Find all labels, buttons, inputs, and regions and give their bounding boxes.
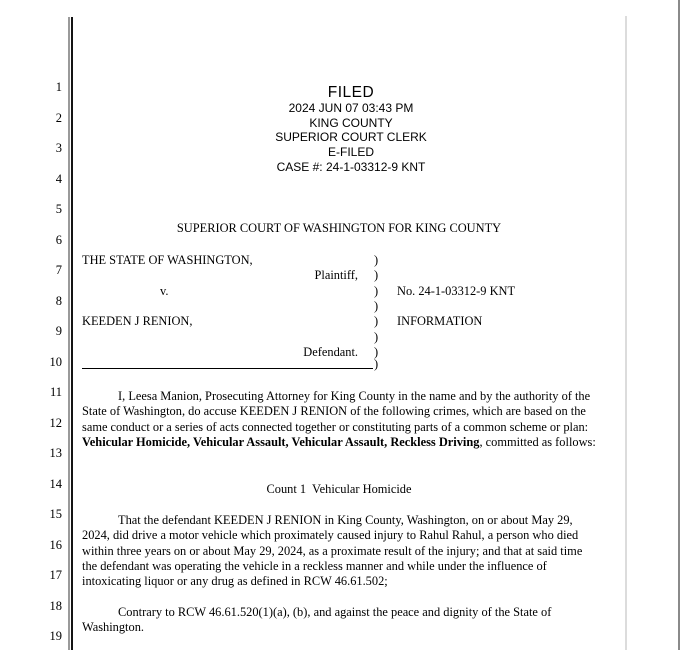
stamp-case-number: CASE #: 24-1-03312-9 KNT [276,160,426,174]
accusation-text-before: I, Leesa Manion, Prosecuting Attorney for King County in the name and by the authority of the State of Washington, do accuse KEEDEN J RENION of the following crimes, which are based on the same conduct or a series of acts connected together or constituting parts of a common scheme or plan: [82,389,591,434]
caption-paren: ) [374,284,379,298]
court-title: SUPERIOR COURT OF WASHINGTON FOR KING COUNTY [176,221,502,235]
line-number: 18 [49,598,62,613]
caption-paren: ) [374,299,379,313]
line-number: 19 [49,629,62,643]
accusation-text-after: , committed as follows: [479,434,596,449]
versus-label: v. [160,284,169,298]
caption-row [82,330,596,346]
caption-paren: ) [374,268,379,282]
line-number: 14 [49,476,62,491]
line-number: 16 [49,537,62,552]
caption-paren: ) [374,330,379,344]
line-number: 5 [55,202,62,216]
stamp-filed-text: FILED [327,84,375,101]
efiling-stamp [171,84,531,175]
right-margin-rule [625,16,627,650]
line-number: 2 [55,110,62,125]
line-number: 10 [49,354,62,369]
caption-paren: ) [374,314,379,328]
caption-row [82,314,596,330]
document-title: INFORMATION [397,314,483,328]
charges-bold-list: Vehicular Homicide, Vehicular Assault, Vehicular Assault, Reckless Driving [82,434,480,449]
caption-paren: ) [374,345,379,359]
line-number: 3 [55,141,62,155]
line-number: 13 [49,446,62,460]
caption-underline [82,368,373,369]
plaintiff-label: Plaintiff, [314,268,358,282]
line-number: 15 [49,507,62,521]
stamp-datetime: 2024 JUN 07 03:43 PM [288,101,414,115]
line-number: 8 [55,293,62,308]
case-number: No. 24-1-03312-9 KNT [397,284,516,298]
stamp-county: KING COUNTY [309,115,393,130]
caption-paren: ) [374,357,379,371]
line-number: 12 [49,415,62,430]
plaintiff-name: THE STATE OF WASHINGTON, [82,253,253,267]
caption-row [82,253,596,269]
line-number: 4 [55,171,62,186]
caption-paren: ) [374,253,379,267]
defendant-name: KEEDEN J RENION, [82,314,193,328]
contrary-to-paragraph: Contrary to RCW 46.61.520(1)(a), (b), and against the peace and dignity of the State of Washington. [82,605,552,635]
stamp-clerk: SUPERIOR COURT CLERK [275,130,427,144]
accusation-paragraph [82,389,596,450]
line-number: 9 [55,324,62,338]
line-number: 7 [55,263,62,277]
left-margin-rule-outer [68,17,70,650]
count1-charge-paragraph: That the defendant KEEDEN J RENION in King County, Washington, on or about May 29, 2024, did drive a motor vehicle which proximately caused injury to Rahul Rahul, a person who died within three years on or about May 29, 2024, as a proximate result of the injury; and that at said time the defendant was operating the vehicle in a reckless manner and while under the influence of intoxicating liquor or any drug as defined in RCW 46.61.502; [82,513,583,589]
line-number: 1 [55,80,62,94]
count1-heading: Count 1 Vehicular Homicide [266,482,412,496]
line-number: 11 [49,385,62,399]
caption-row [82,268,596,284]
caption-row [82,357,596,373]
left-margin-rule-inner [71,17,73,650]
caption-row [82,284,596,300]
line-number: 17 [49,568,62,582]
line-number: 6 [55,232,62,247]
caption-row [82,299,596,315]
defendant-label: Defendant. [303,345,358,359]
stamp-efiled: E-FILED [327,144,374,159]
